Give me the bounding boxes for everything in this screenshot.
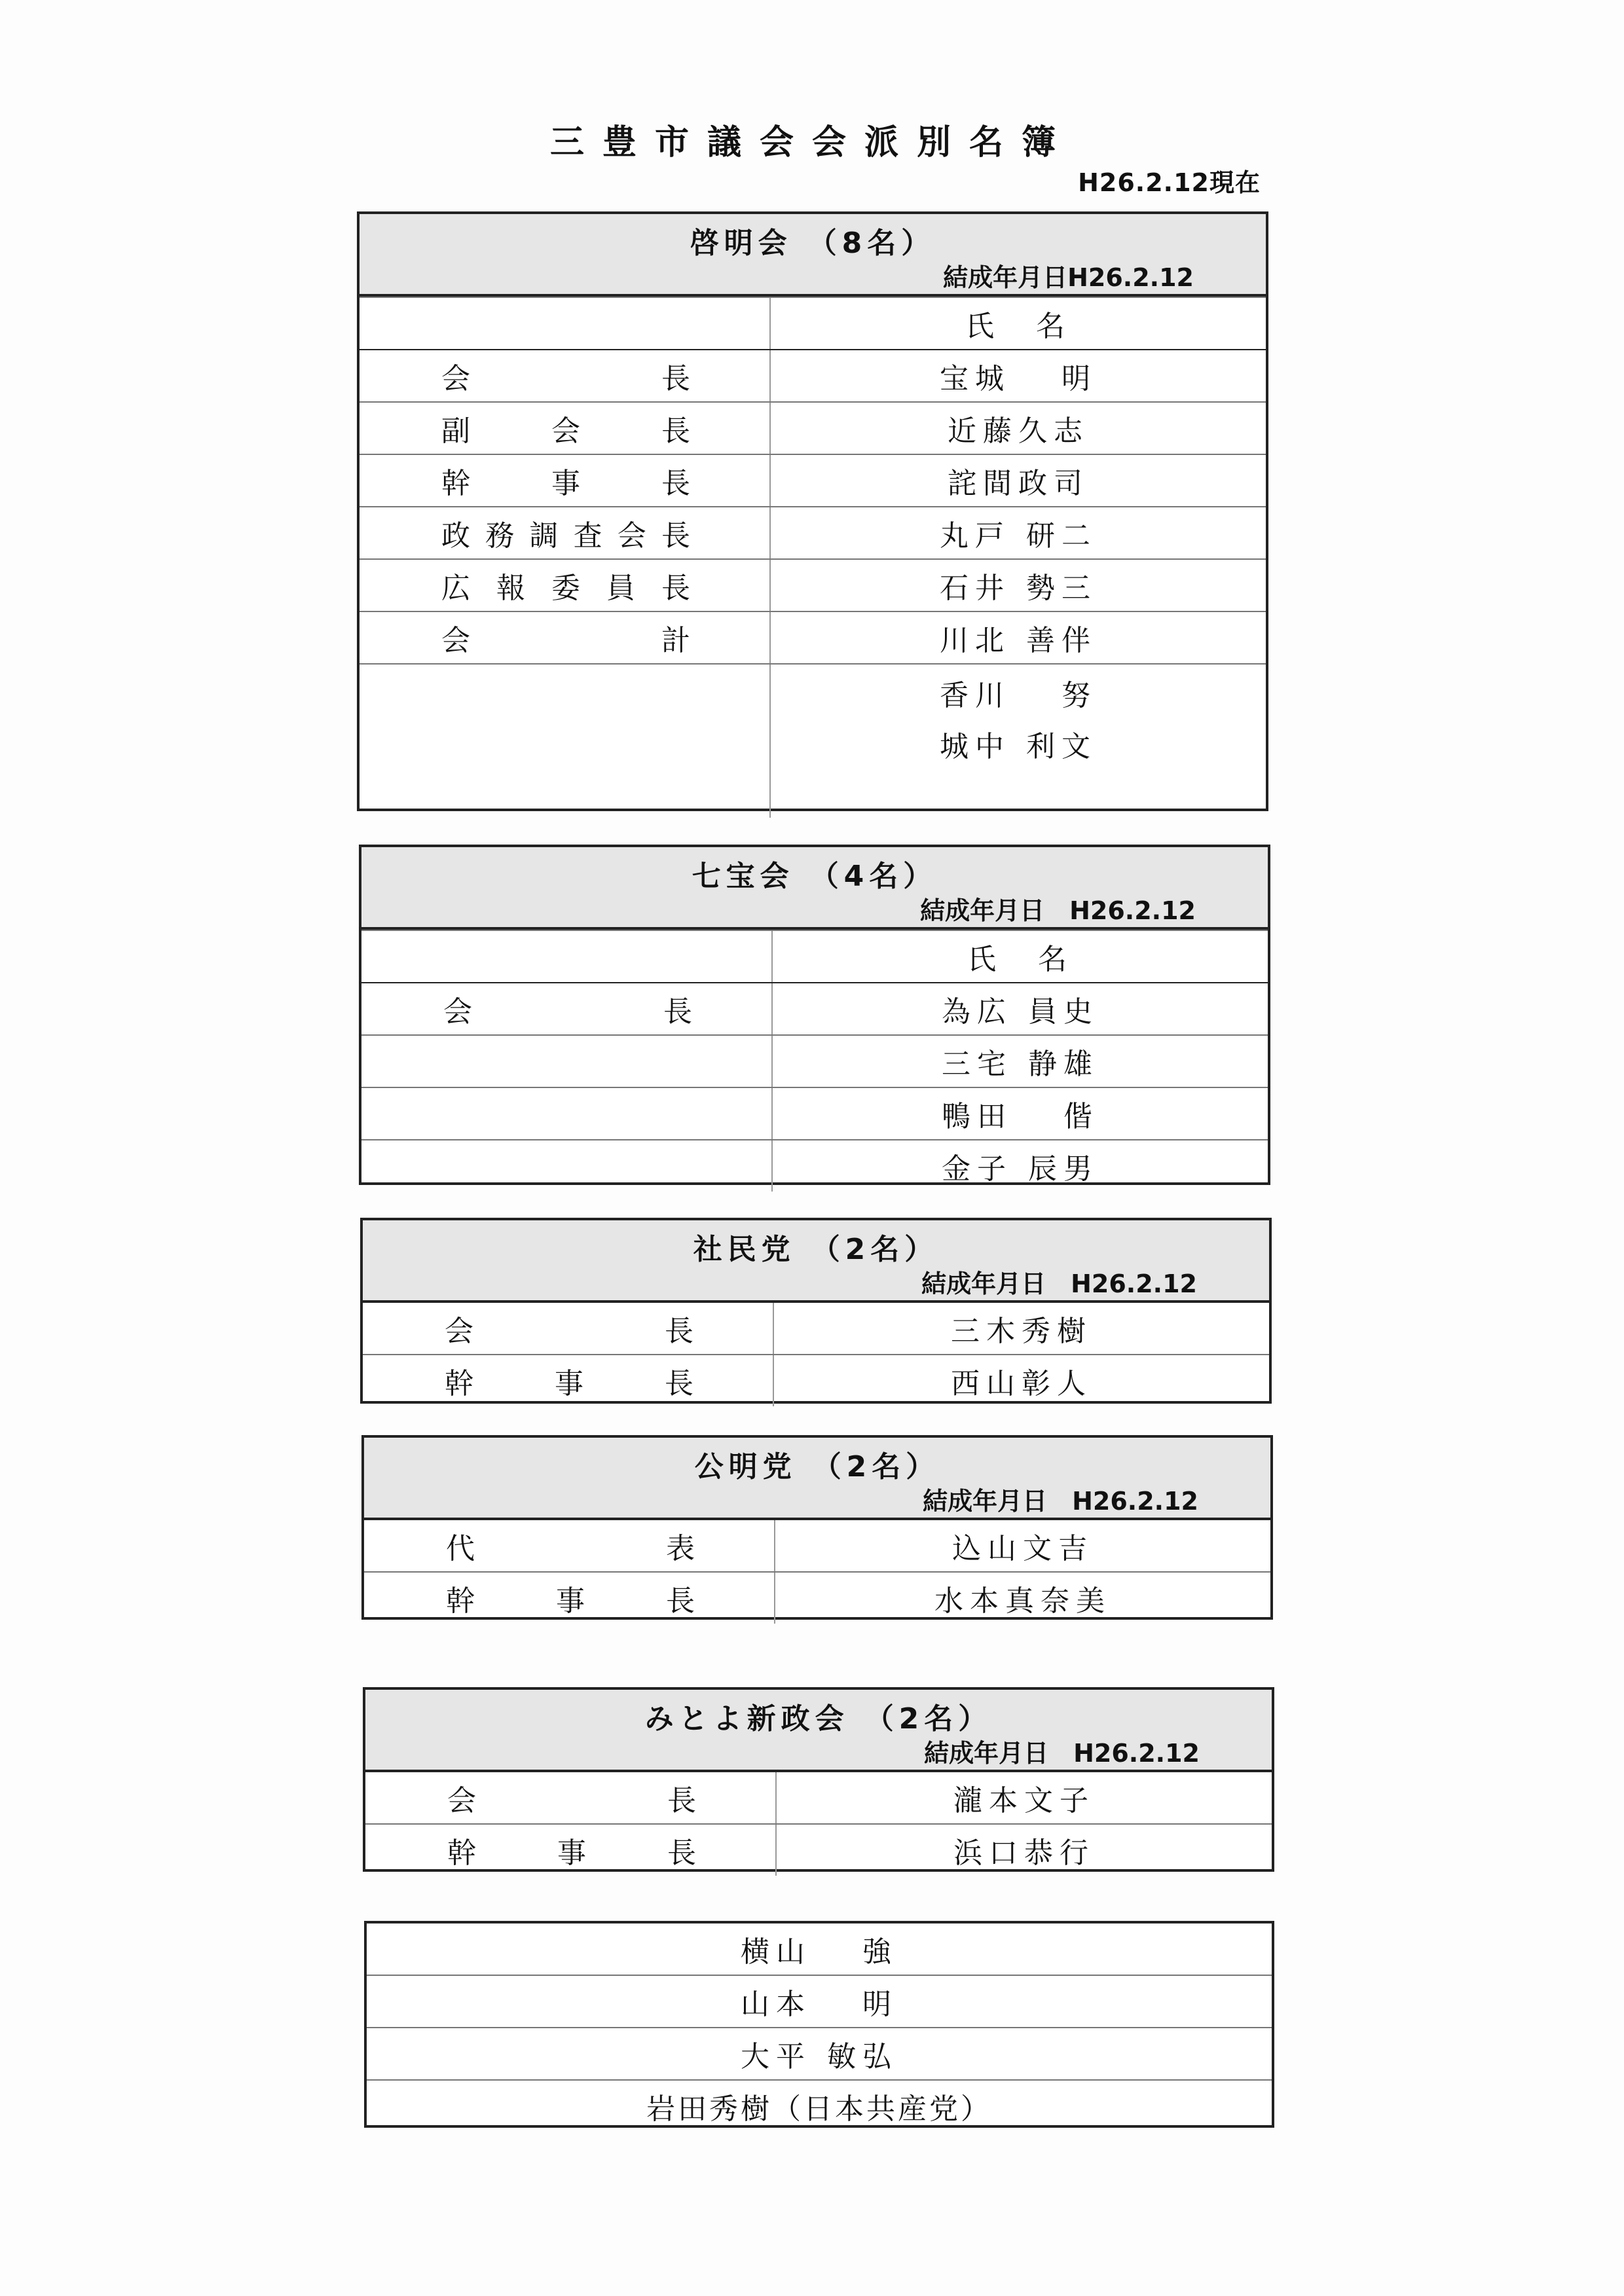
role-cell xyxy=(363,1303,774,1354)
table-row xyxy=(360,401,1266,454)
faction-name: 七宝会 （4名） xyxy=(692,860,938,893)
role-char: 会 xyxy=(441,362,470,395)
table-row xyxy=(361,1139,1268,1192)
table-row xyxy=(361,983,1268,1034)
member-name: 込山文吉 xyxy=(952,1532,1094,1565)
role-cell xyxy=(360,560,771,611)
table-row xyxy=(363,1303,1269,1354)
role-char: 員 xyxy=(606,572,635,605)
member-name: 瀧本文子 xyxy=(953,1784,1095,1817)
faction-header xyxy=(361,847,1268,930)
table-row xyxy=(367,2027,1272,2079)
table-row xyxy=(365,1823,1272,1876)
member-name: 大平 敏弘 xyxy=(741,2040,898,2073)
role-char: 長 xyxy=(665,1315,693,1348)
role-char: 表 xyxy=(666,1532,695,1565)
role-char: 政 xyxy=(441,519,470,553)
role-char: 委 xyxy=(551,572,580,605)
faction-table-shaminto xyxy=(360,1218,1272,1404)
role-char: 広 xyxy=(441,572,470,605)
role-char: 幹 xyxy=(445,1367,473,1400)
formed-date: 結成年月日H26.2.12 xyxy=(943,263,1194,292)
table-row xyxy=(361,1087,1268,1139)
role-char: 長 xyxy=(666,1584,695,1618)
member-name: 岩田秀樹（日本共産党） xyxy=(646,2092,992,2126)
member-name: 近藤久志 xyxy=(948,414,1089,448)
role-cell xyxy=(361,1036,773,1087)
role-char: 事 xyxy=(556,1584,585,1618)
faction-header xyxy=(360,214,1266,297)
member-name: 水本真奈美 xyxy=(934,1584,1111,1618)
role-char: 副 xyxy=(441,414,470,448)
role-cell xyxy=(364,1520,775,1571)
role-cell xyxy=(360,507,771,558)
faction-header xyxy=(365,1690,1272,1772)
role-cell xyxy=(365,1772,777,1823)
role-char: 幹 xyxy=(447,1836,476,1870)
role-cell xyxy=(361,983,773,1034)
member-name: 為広 員史 xyxy=(942,995,1099,1029)
role-char: 会 xyxy=(617,519,646,553)
table-row xyxy=(360,663,1266,818)
role-char: 幹 xyxy=(441,467,470,500)
page-title: 三豊市議会会派別名簿 xyxy=(549,123,1074,162)
role-char: 長 xyxy=(661,572,690,605)
table-row xyxy=(364,1571,1270,1624)
table-row xyxy=(367,1975,1272,2027)
role-char: 事 xyxy=(555,1367,583,1400)
role-char: 会 xyxy=(441,624,470,657)
role-cell xyxy=(361,1140,773,1192)
table-row xyxy=(360,350,1266,401)
faction-name: 公明党 （2名） xyxy=(694,1450,940,1484)
role-char: 代 xyxy=(446,1532,475,1565)
faction-table-shichihokai xyxy=(359,845,1270,1185)
faction-table-komeito xyxy=(361,1435,1273,1620)
table-row xyxy=(361,1034,1268,1087)
table-row xyxy=(363,1354,1269,1406)
formed-date: 結成年月日 H26.2.12 xyxy=(921,1269,1197,1298)
role-char: 長 xyxy=(661,362,690,395)
table-row xyxy=(360,611,1266,663)
role-cell xyxy=(360,403,771,454)
role-char: 長 xyxy=(667,1836,696,1870)
faction-table-keimeikai xyxy=(357,211,1268,811)
member-name: 山本 明 xyxy=(741,1988,898,2021)
as-of-date: H26.2.12現在 xyxy=(1078,168,1261,197)
name-column-header: 氏 名 xyxy=(965,310,1071,343)
table-row xyxy=(367,1923,1272,1975)
role-char: 長 xyxy=(661,467,690,500)
role-char: 長 xyxy=(667,1784,696,1817)
role-cell xyxy=(360,455,771,506)
table-row xyxy=(360,506,1266,558)
role-char: 長 xyxy=(661,414,690,448)
role-char: 会 xyxy=(551,414,580,448)
faction-header xyxy=(363,1220,1269,1303)
role-char: 報 xyxy=(496,572,525,605)
table-row xyxy=(367,2079,1272,2132)
faction-table-mitoyo-shinseikai xyxy=(363,1687,1274,1872)
table-row xyxy=(364,1520,1270,1571)
table-row xyxy=(360,454,1266,506)
name-column-header: 氏 名 xyxy=(967,943,1073,976)
role-char: 長 xyxy=(665,1367,693,1400)
role-char: 長 xyxy=(661,519,690,553)
member-name: 三木秀樹 xyxy=(951,1315,1092,1348)
member-name: 横山 強 xyxy=(741,1935,898,1969)
role-char: 事 xyxy=(551,467,580,500)
member-name: 香川 努 xyxy=(940,679,1097,712)
member-name: 西山彰人 xyxy=(951,1367,1092,1400)
role-char: 務 xyxy=(485,519,515,553)
table-row xyxy=(365,1772,1272,1823)
role-char: 計 xyxy=(661,624,690,657)
column-header-row xyxy=(360,297,1266,350)
member-name: 丸戸 研二 xyxy=(940,519,1097,553)
member-name: 三宅 静雄 xyxy=(942,1048,1099,1081)
faction-header xyxy=(364,1438,1270,1520)
role-cell xyxy=(363,1355,774,1406)
faction-name: 啓明会 （8名） xyxy=(690,227,936,260)
role-cell xyxy=(360,612,771,663)
role-char: 幹 xyxy=(446,1584,475,1618)
column-header-row xyxy=(361,930,1268,983)
member-name: 鴨田 偕 xyxy=(942,1100,1099,1133)
member-name: 詫間政司 xyxy=(948,467,1089,500)
role-char: 会 xyxy=(447,1784,476,1817)
member-name: 城中 利文 xyxy=(940,730,1097,763)
independents-table xyxy=(364,1921,1274,2128)
role-cell xyxy=(361,1088,773,1139)
role-char: 事 xyxy=(557,1836,586,1870)
faction-name: みとよ新政会 （2名） xyxy=(644,1702,993,1736)
role-cell xyxy=(360,350,771,401)
member-name: 浜口恭行 xyxy=(953,1836,1095,1870)
faction-name: 社民党 （2名） xyxy=(693,1233,939,1266)
member-name: 川北 善伴 xyxy=(940,624,1097,657)
role-char: 長 xyxy=(663,995,692,1029)
role-char: 会 xyxy=(443,995,472,1029)
formed-date: 結成年月日 H26.2.12 xyxy=(924,1739,1200,1768)
role-cell xyxy=(364,1573,775,1624)
role-char: 査 xyxy=(573,519,602,553)
member-name: 石井 勢三 xyxy=(940,572,1097,605)
formed-date: 結成年月日 H26.2.12 xyxy=(920,896,1196,925)
member-name: 宝城 明 xyxy=(940,362,1097,395)
role-char: 会 xyxy=(445,1315,473,1348)
table-row xyxy=(360,558,1266,611)
member-name: 金子 辰男 xyxy=(942,1152,1099,1186)
role-cell xyxy=(365,1825,777,1876)
role-char: 調 xyxy=(529,519,559,553)
formed-date: 結成年月日 H26.2.12 xyxy=(923,1487,1198,1516)
